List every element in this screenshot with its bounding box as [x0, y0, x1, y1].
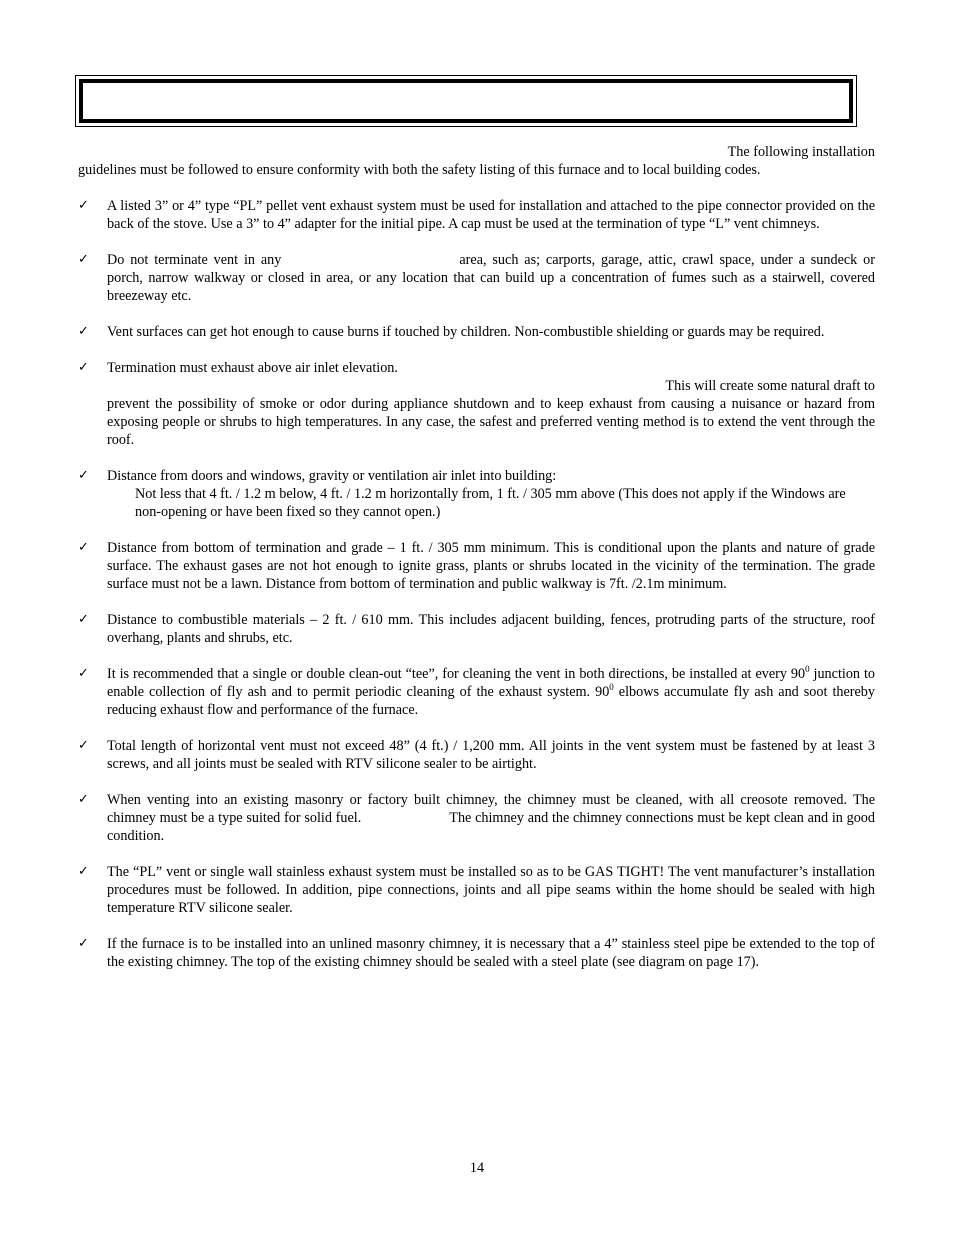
checkmark-icon: ✓	[78, 792, 89, 807]
item-text: When venting into an existing masonry or factory built chimney, the chimney must be cleaned, with all creosote removed. The chimney must be a type suited for solid fuel.	[107, 792, 875, 826]
checkmark-icon: ✓	[78, 738, 89, 753]
item-text: prevent the possibility of smoke or odor during appliance shutdown and to keep exhaust from causing a nuisance or hazard from exposing people or shrubs to high temperatures. In any case, the safest and preferred venting method is to extend the vent through the roof.	[107, 396, 875, 448]
page-number: 14	[469, 1160, 485, 1176]
list-item	[78, 323, 875, 341]
list-item	[78, 197, 875, 233]
item-text: Vent surfaces can get hot enough to cause burns if touched by children. Non-combustible shielding or guards may be required.	[107, 324, 825, 340]
item-text: The “PL” vent or single wall stainless exhaust system must be installed so as to be GAS TIGHT! The vent manufacturer’s installation procedures must be followed. In addition, pipe connections, joints and all pipe seams within the home should be sealed with high temperature RTV silicone sealer.	[107, 864, 875, 916]
list-item	[78, 737, 875, 773]
checkmark-icon: ✓	[78, 864, 89, 879]
section-title-frame	[79, 79, 853, 123]
item-text: area, such as; carports, garage, attic, crawl space, under a sundeck or porch, narrow walkway or closed in area, or any location that can build up a concentration of fumes such as a stairwell, covered breezeway etc.	[107, 252, 875, 304]
checkmark-icon: ✓	[78, 540, 89, 555]
list-item	[78, 665, 875, 719]
intro-rest: guidelines must be followed to ensure conformity with both the safety listing of this furnace and to local building codes.	[78, 162, 761, 178]
item-text: Distance from doors and windows, gravity or ventilation air inlet into building:	[107, 468, 557, 484]
checkmark-icon: ✓	[78, 360, 89, 375]
guideline-list	[78, 197, 875, 989]
item-text: A listed 3” or 4” type “PL” pellet vent exhaust system must be used for installation and attached to the pipe connector provided on the back of the stove. Use a 3” to 4” adapter for the initial pipe. A cap must be used at the termination of type “L” vent chimneys.	[107, 198, 875, 232]
item-text: Distance from bottom of termination and grade – 1 ft. / 305 mm minimum. This is conditional upon the plants and nature of grade surface. The exhaust gases are not hot enough to ignite grass, plants or shrubs located in the vicinity of the termination. The grade surface must not be a lawn. Distance from bottom of termination and public walkway is 7ft. /2.1m minimum.	[107, 540, 875, 592]
checkmark-icon: ✓	[78, 612, 89, 627]
section-title-box	[75, 75, 857, 127]
superscript: 0	[609, 682, 614, 692]
item-subtext: Not less that 4 ft. / 1.2 m below, 4 ft. / 1.2 m horizontally from, 1 ft. / 305 mm above (This does not apply if the Windows are non-opening or have been fixed so they cannot open.)	[135, 486, 846, 520]
item-text: junction to enable collection of fly ash and to permit periodic cleaning of the exhaust system. 90	[107, 666, 875, 700]
item-text: If the furnace is to be installed into an unlined masonry chimney, it is necessary that a 4” stainless steel pipe be extended to the top of the existing chimney. The top of the existing chimney should be sealed with a steel plate (see diagram on page 17).	[107, 936, 875, 970]
checkmark-icon: ✓	[78, 468, 89, 483]
list-item	[78, 611, 875, 647]
list-item	[78, 251, 875, 305]
item-text: Total length of horizontal vent must not exceed 48” (4 ft.) / 1,200 mm. All joints in the vent system must be fastened by at least 3 screws, and all joints must be sealed with RTV silicone sealer to be airtight.	[107, 738, 875, 772]
list-item	[78, 935, 875, 971]
item-text: Termination must exhaust above air inlet elevation.	[107, 360, 398, 376]
item-text: Do not terminate vent in any	[107, 252, 282, 268]
checkmark-icon: ✓	[78, 666, 89, 681]
list-item	[78, 791, 875, 845]
intro-paragraph	[78, 143, 875, 179]
checkmark-icon: ✓	[78, 198, 89, 213]
list-item	[78, 539, 875, 593]
list-item	[78, 467, 875, 521]
checkmark-icon: ✓	[78, 936, 89, 951]
item-text: This will create some natural draft to	[665, 378, 875, 394]
intro-lead: The following installation	[727, 144, 875, 160]
item-text: It is recommended that a single or double clean-out “tee”, for cleaning the vent in both directions, be installed at every 90	[107, 666, 806, 682]
item-text: The chimney and the chimney connections must be kept clean and in good condition.	[107, 810, 875, 844]
item-text: Distance to combustible materials – 2 ft. / 610 mm. This includes adjacent building, fences, protruding parts of the structure, roof overhang, plants and shrubs, etc.	[107, 612, 875, 646]
superscript: 0	[805, 664, 810, 674]
list-item	[78, 863, 875, 917]
checkmark-icon: ✓	[78, 324, 89, 339]
checkmark-icon: ✓	[78, 252, 89, 267]
item-text: elbows accumulate fly ash and soot thereby reducing exhaust flow and performance of the furnace.	[107, 684, 875, 718]
list-item	[78, 359, 875, 449]
